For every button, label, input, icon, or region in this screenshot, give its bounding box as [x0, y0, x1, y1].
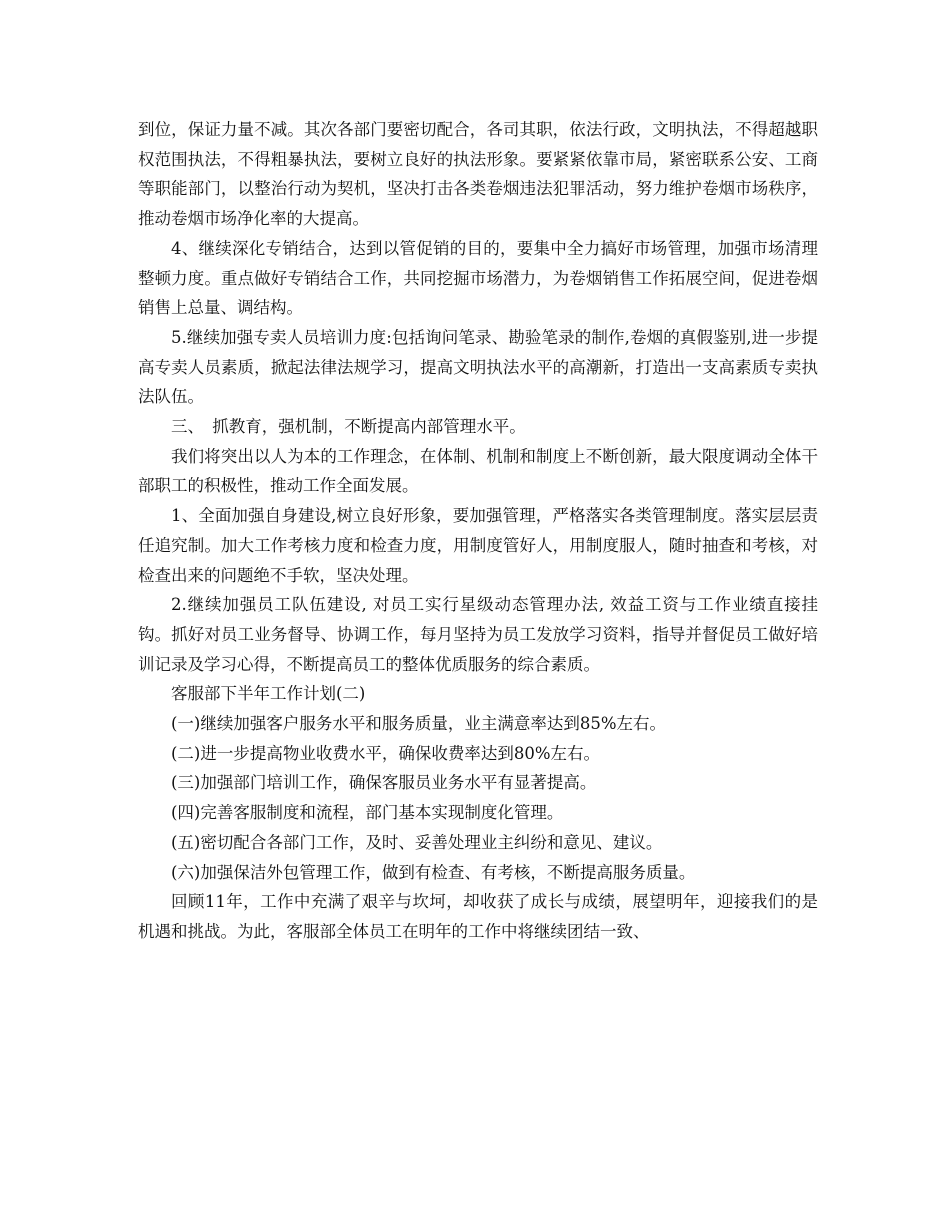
paragraph-review: 回顾11年，工作中充满了艰辛与坎坷，却收获了成长与成绩，展望明年，迎接我们的是机遇和挑战。为此，客服部全体员工在明年的工作中将继续团结一致、: [138, 892, 818, 941]
paragraph-enforcement: 到位，保证力量不减。其次各部门要密切配合，各司其职，依法行政，文明执法，不得超越职权范围执法，不得粗暴执法，要树立良好的执法形象。要紧紧依靠市局，紧密联系公安、工商等职能部门，以整治行动为契机，坚决打击各类卷烟违法犯罪活动，努力维护卷烟市场秩序，推动卷烟市场净化率的大提高。: [138, 120, 818, 229]
document-body: [138, 115, 818, 947]
plan-item-1: (一)继续加强客户服务水平和服务质量，业主满意率达到85%左右。: [171, 714, 667, 734]
plan-item-4: (四)完善客服制度和流程，部门基本实现制度化管理。: [171, 803, 564, 823]
plan-item-5: (五)密切配合各部门工作，及时、妥善处理业主纠纷和意见、建议。: [171, 832, 663, 852]
plan-item-2: (二)进一步提高物业收费水平，确保收费率达到80%左右。: [171, 743, 601, 763]
section-heading-three: 三、 抓教育，强机制，不断提高内部管理水平。: [171, 417, 526, 437]
section-title-plan: 客服部下半年工作计划(二): [171, 684, 366, 704]
plan-item-3: (三)加强部门培训工作，确保客服员业务水平有显著提高。: [171, 773, 597, 793]
paragraph-item-2: 2.继续加强员工队伍建设, 对员工实行星级动态管理办法, 效益工资与工作业绩直接挂钩。抓好对员工业务督导、协调工作，每月坚持为员工发放学习资料，指导并督促员工做好培训记录及学习心得，不断提高员工的整体优质服务的综合素质。: [138, 595, 818, 674]
paragraph-item-4: 4、继续深化专销结合，达到以管促销的目的，要集中全力搞好市场管理，加强市场清理整顿力度。重点做好专销结合工作，共同挖掘市场潜力，为卷烟销售工作拓展空间，促进卷烟销售上总量、调结构。: [138, 238, 818, 318]
paragraph-item-1: 1、全面加强自身建设,树立良好形象，要加强管理，严格落实各类管理制度。落实层层责任追究制。加大工作考核力度和检查力度，用制度管好人，用制度服人，随时抽查和考核，对检查出来的问题绝不手软，坚决处理。: [138, 506, 818, 585]
paragraph-item-5: 5.继续加强专卖人员培训力度:包括询问笔录、勘验笔录的制作,卷烟的真假鉴别,进一步提高专卖人员素质，掀起法律法规学习，提高文明执法水平的高潮新，打造出一支高素质专卖执法队伍。: [138, 327, 818, 407]
plan-item-6: (六)加强保洁外包管理工作，做到有检查、有考核，不断提高服务质量。: [171, 862, 696, 882]
paragraph-intro: 我们将突出以人为本的工作理念，在体制、机制和制度上不断创新，最大限度调动全体干部职工的积极性，推动工作全面发展。: [138, 446, 818, 496]
